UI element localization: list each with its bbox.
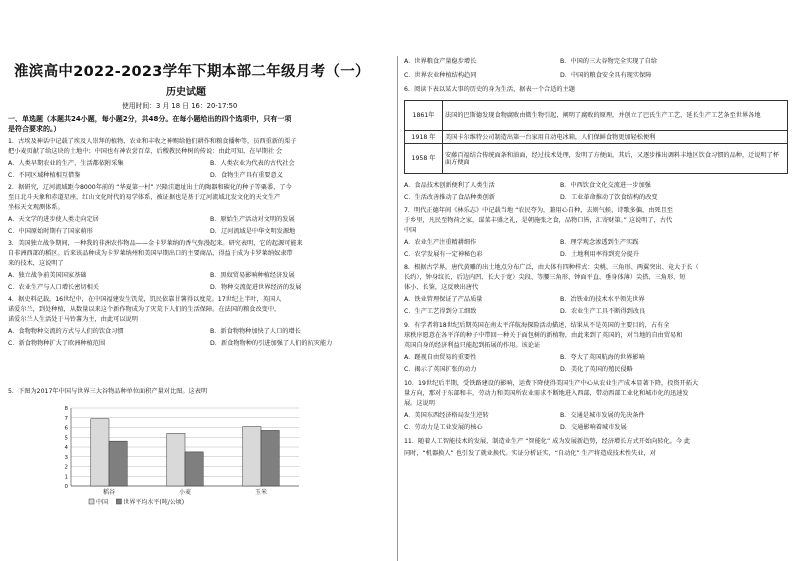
legend-label: 中国 (96, 499, 109, 506)
question-10-text-3: 展。这说明 (404, 400, 435, 407)
table-row (405, 144, 788, 174)
option: C．农学发展有一定神秘色彩 (404, 251, 483, 258)
question-7-text-1: 7．明代正德年间《林乐志》中记载当地 “农民夸为，兼用心自种，去则气候，诗歌多偏，由死且至 (404, 207, 673, 214)
table-cell-text: 安藤百福结合传统面条和油面，经过技术处理，发明了方便面，其后，又逐步推出调料丰地区饮食习惯的品种，迁说明了杯面方便面 (443, 144, 788, 174)
bar (185, 452, 203, 486)
question-5-text: 5．下图为2017年中国与世界三大谷物品种单位面积产量对比图。这表明 (8, 388, 208, 395)
option: D．物种交流促进世界经济的发展 (210, 284, 302, 291)
x-tick-label: 玉米 (254, 489, 268, 496)
option: D．工业革命推动了饮食结构的改变 (560, 194, 658, 201)
section-instructions-1: 一、单选题（本题共24小题，每小题2分，共48分。在每小题给出的四个选项中，只有一项 (8, 115, 292, 123)
bar (243, 427, 261, 486)
option: D．土地利用率得到充分提升 (560, 251, 640, 258)
option: C．劳动力是工业发展的核心 (404, 424, 483, 431)
option: A．铁业管理保证了产品质量 (404, 296, 483, 303)
question-2-text-1: 2．据研究，辽河流域距今8000年前的 “华夏第一村” 兴隆洼遗址出土的陶器和碳化的种子等粟黍，了今 (8, 184, 292, 191)
option: B．中国的三大谷物完全实现了自给 (560, 58, 658, 65)
option: B．黑奴贸易影响种植经济发展 (210, 272, 295, 279)
option: A．蹉视自由贸易的重要性 (404, 354, 477, 361)
y-tick-label: 5 (64, 435, 68, 442)
x-tick-label: 小麦 (178, 489, 192, 496)
question-3-text-3: 来的技术，这说明了 (8, 260, 64, 267)
question-8-text-2: 长约），钟身纹长，后边内凹、长大于宽）尖段、等腰三角形、钟面平直、垂身体薄）尖搭、三角形、短 (404, 274, 686, 281)
bar (167, 433, 185, 486)
option: B．冶铁业的技术水平领先世界 (560, 296, 645, 303)
table-row (405, 101, 788, 131)
option: D．食物生产具有重要意义 (210, 172, 283, 179)
option: C．揭示了英国扩张的动力 (404, 366, 477, 373)
y-tick-label: 2 (64, 464, 68, 471)
question-6-text: 6．阅读下表以某大事的历史的身为生活，据表一个合适的主题 (404, 86, 575, 93)
y-tick-label: 7 (64, 415, 68, 422)
option: A．独立战争前美国国家基础 (8, 272, 87, 279)
option: B．新食物物种加快了人口的增长 (210, 328, 301, 335)
question-2-text-2: 至日北斗天象和赤道星座，红山文化时代的易学体系，被证据也是基于辽河流域北发文化的天文生产 (8, 194, 281, 201)
y-tick-label: 0 (64, 484, 68, 490)
question-4-text-1: 4．据史料记载，16世纪中，在中国福建发生饥荒，饥民依靠甘薯得以度荒。17世纪上半叶，英国人 (8, 296, 282, 303)
table-cell-text: 美国卡尔维特公司制造出第一台家用自动电冰箱，人们保鲜食物更加轻松便利 (443, 131, 788, 144)
question-11-text-2: 同时，“机器换人” 也引发了就业换代。实证分析证实，“自动化” 生产将造成技术性失业，对 (404, 450, 656, 457)
question-4-text-3: 诺爱尔兰人生活处于马铃薯为主，由此可以说明 (8, 316, 138, 323)
table-row (405, 131, 788, 144)
table-cell-year: 1918 年 (405, 131, 443, 144)
option: A．美国东西经济格局发生逆转 (404, 412, 489, 419)
option: B．原始生产活动对文明的发展 (210, 216, 295, 223)
option: D．辽河流域是中华文明发源地 (210, 228, 296, 235)
question-9-text-3: 英国自身的经济利益只能起到拓展的作用。该论证 (404, 342, 541, 349)
y-tick-label: 3 (64, 454, 68, 461)
chart-svg (57, 404, 307, 512)
option: B．交通是城市发展的先决条件 (560, 412, 645, 419)
option: C．生产工艺得到分工细致 (404, 308, 477, 315)
option: D．美化了英国的殖民侵略 (560, 366, 633, 373)
x-tick-label: 稻谷 (102, 489, 116, 496)
option: C．新食物物种扩大了欧洲种植范围 (8, 340, 106, 347)
question-10-text-1: 10．19世纪后半期，受铁路建设的影响，运费下降使得美国生产中心从农业生产成本显著下降，投资开拓大 (404, 380, 699, 387)
option: A．天文学的进步使人类走向定居 (8, 216, 99, 223)
question-9-text-1: 9．有学者将18世纪后期英国在南太平洋航海探险活动描述，结果从不是英国的主要目的，占有全 (404, 322, 670, 329)
bar (109, 441, 127, 486)
option: B．理学观念渗透到生产实践 (560, 239, 639, 246)
question-7-text-2: 于乡里，凡民至物荷之家，谋菜丰盛之礼，是朝施张之食，品物口皆，汇寄财第。” 这说明了，古代 (404, 217, 673, 224)
table-cell-text: 法国的巴斯德发现食物腐败由微生物引起，阐明了腐败的原理，并创立了巴氏生产工艺，延长生产工艺条至世界各地 (443, 101, 788, 131)
option: C．农业生产与人口增长密切相关 (8, 284, 99, 291)
question-11-text-1: 11．随着人工智能技术的发展，制造业生产 “智能化” 成为发展新趋势，经济增长方式开始向转化。今 此 (404, 438, 691, 445)
option: B．中西饮食文化交流进一步加强 (560, 182, 651, 189)
option: D．交通影响着城市发展 (560, 424, 627, 431)
table-cell-year: 1958 年 (405, 144, 443, 174)
option: C．中国原始时期有了国家萌形 (8, 228, 93, 235)
option: A．食物物种交流的方式与人们的饮食习惯 (8, 328, 124, 335)
option: A．农业生产注重精耕细作 (404, 239, 477, 246)
yield-comparison-chart (57, 404, 307, 512)
option: A．人类早期农业的生产、生活都依附采集 (8, 160, 124, 167)
question-3-text-1: 3．美国独立战争期间，一种我的非洲农作物品——金卡罗莱纳的香气弥漫起来。研究表明，它的起源可能来 (8, 240, 303, 247)
question-1-text-2: 把小麦页献了给这块的土地中；中国也有神农尝百草，后稷教民种树的传说：由此可知，在早期社 会 (8, 148, 283, 155)
option: C．生活改善推动了食品种类创新 (404, 194, 495, 201)
option: D．新食物物种的引进加强了人们的抗灾能力 (210, 340, 333, 347)
question-9-text-2: 球秩序愿意在各平洋的种子中带回一种关于面包树的新植物，由此来到了英国的，对当地的自由贸易和 (404, 332, 683, 339)
question-10-text-2: 量方向，那对于东部和丰，劳动力和美国所农业需求不断地进入西部，带动西部工业化和城市化的迅速发 (404, 390, 689, 397)
option: B．人类农业为代表的古代社会 (210, 160, 295, 167)
question-3-text-2: 自非洲西部的稻区。后来该品种成为卡罗莱纳州和美国早期出口的主要商品，得益于成为卡罗莱纳奴隶带 (8, 250, 293, 257)
question-8-text-3: 体小、长鉴，这反映出唐代 (404, 284, 479, 291)
question-1-text-1: 1．古埃及神话中记载了埃及人崇拜的植物、农业和丰收之神赐给他们耕作和粮食播种等，员西重新的栗子 (8, 138, 297, 145)
question-2-text-3: 坐标天文观测体系。 (8, 204, 64, 211)
option: A．世界粮食产量稳步增长 (404, 58, 477, 65)
subject-title: 历史试题 (166, 87, 206, 98)
legend-label: 世界平均水平(吨/公顷) (123, 499, 185, 506)
bar (261, 430, 279, 486)
y-tick-label: 4 (64, 445, 68, 451)
option: D．中国的粮食安全具有现实保障 (560, 72, 652, 79)
question-7-text-3: 中国 (404, 227, 417, 234)
food-history-table (404, 100, 788, 174)
section-instructions-2: 是符合要求的。） (8, 125, 61, 133)
question-4-text-2: 诺爱尔兰，到处种植，从数量以来这个新作物成为了灾荒下人们的生活保障。在法国的粮食改变中， (8, 306, 281, 313)
option: C．世界农业种植结构趋同 (404, 72, 477, 79)
y-tick-label: 1 (64, 474, 68, 481)
bar (91, 419, 109, 486)
question-8-text-1: 8．根据古学界，唐代黄雕的出土地点分布广泛，由大体有四种样式：尖桃、三角形、两翼突出、竟大于长（ (404, 264, 699, 271)
table-cell-year: 1861年 (405, 101, 443, 131)
y-tick-label: 8 (64, 406, 68, 412)
exam-title: 淮滨高中2022-2023学年下期本部二年级月考（一） (14, 64, 370, 80)
legend-swatch (116, 499, 121, 504)
option: C．不同区域种植相互借鉴 (8, 172, 81, 179)
option: D．农业生产工具不断得到改良 (560, 308, 646, 315)
y-tick-label: 6 (64, 425, 68, 432)
legend-swatch (89, 499, 94, 504)
option: B．夸大了英国航海的世界影响 (560, 354, 645, 361)
option: A．食品技术创新便利了人类生活 (404, 182, 495, 189)
exam-time: 使用时间：3 月 18 日 16：20-17:50 (122, 102, 238, 110)
